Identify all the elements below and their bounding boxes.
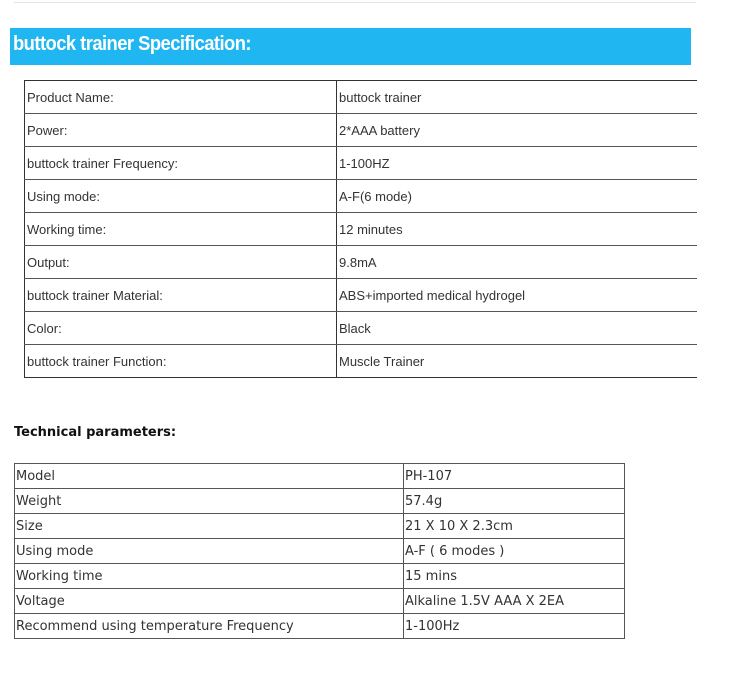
param-key: Voltage (15, 589, 404, 614)
param-value: 21 X 10 X 2.3cm (404, 514, 625, 539)
spec-key: Color: (25, 312, 337, 345)
table-row (25, 180, 698, 213)
spec-key: Product Name: (25, 81, 337, 114)
table-row (25, 246, 698, 279)
table-row (15, 614, 625, 639)
spec-value: Muscle Trainer (339, 353, 425, 369)
table-row (15, 589, 625, 614)
table-row (15, 489, 625, 514)
table-row (25, 147, 698, 180)
spec-key: Power: (25, 114, 337, 147)
table-row (15, 464, 625, 489)
specification-table (24, 80, 697, 378)
spec-key: buttock trainer Frequency: (25, 147, 337, 180)
spec-key: Using mode: (25, 180, 337, 213)
spec-key: buttock trainer Function: (25, 345, 337, 378)
table-row (25, 81, 698, 114)
param-value: PH-107 (404, 464, 625, 489)
table-row (15, 514, 625, 539)
top-divider (14, 2, 696, 3)
spec-key: buttock trainer Material: (25, 279, 337, 312)
param-key: Weight (15, 489, 404, 514)
table-row (15, 539, 625, 564)
spec-value: ABS+imported medical hydrogel (337, 279, 698, 312)
spec-value: 2*AAA battery (337, 114, 698, 147)
param-key: Model (15, 464, 404, 489)
param-key: Recommend using temperature Frequency (15, 614, 404, 639)
banner-title: buttock trainer Specification: (13, 33, 252, 55)
spec-value: 1-100HZ (337, 147, 698, 180)
param-key: Working time (15, 564, 404, 589)
technical-parameters-table (14, 463, 625, 639)
param-key: Size (15, 514, 404, 539)
param-value: 1-100Hz (404, 614, 625, 639)
table-row (25, 114, 698, 147)
spec-key: Output: (25, 246, 337, 279)
spec-value: A-F(6 mode) (337, 180, 698, 213)
spec-value: 12 minutes (337, 213, 698, 246)
param-key: Using mode (15, 539, 404, 564)
spec-value: Black (337, 312, 698, 345)
technical-parameters-heading: Technical parameters: (14, 425, 177, 440)
spec-value: buttock trainer (337, 81, 698, 114)
spec-key: Working time: (25, 213, 337, 246)
table-row (25, 345, 698, 378)
table-row (25, 312, 698, 345)
spec-value: 9.8mA (337, 246, 698, 279)
table-row (25, 213, 698, 246)
param-value: A-F ( 6 modes ) (404, 539, 625, 564)
param-value: 15 mins (404, 564, 625, 589)
table-row (25, 279, 698, 312)
specification-banner (10, 28, 691, 65)
param-value: Alkaline 1.5V AAA X 2EA (404, 589, 625, 614)
param-value: 57.4g (404, 489, 625, 514)
table-row (15, 564, 625, 589)
